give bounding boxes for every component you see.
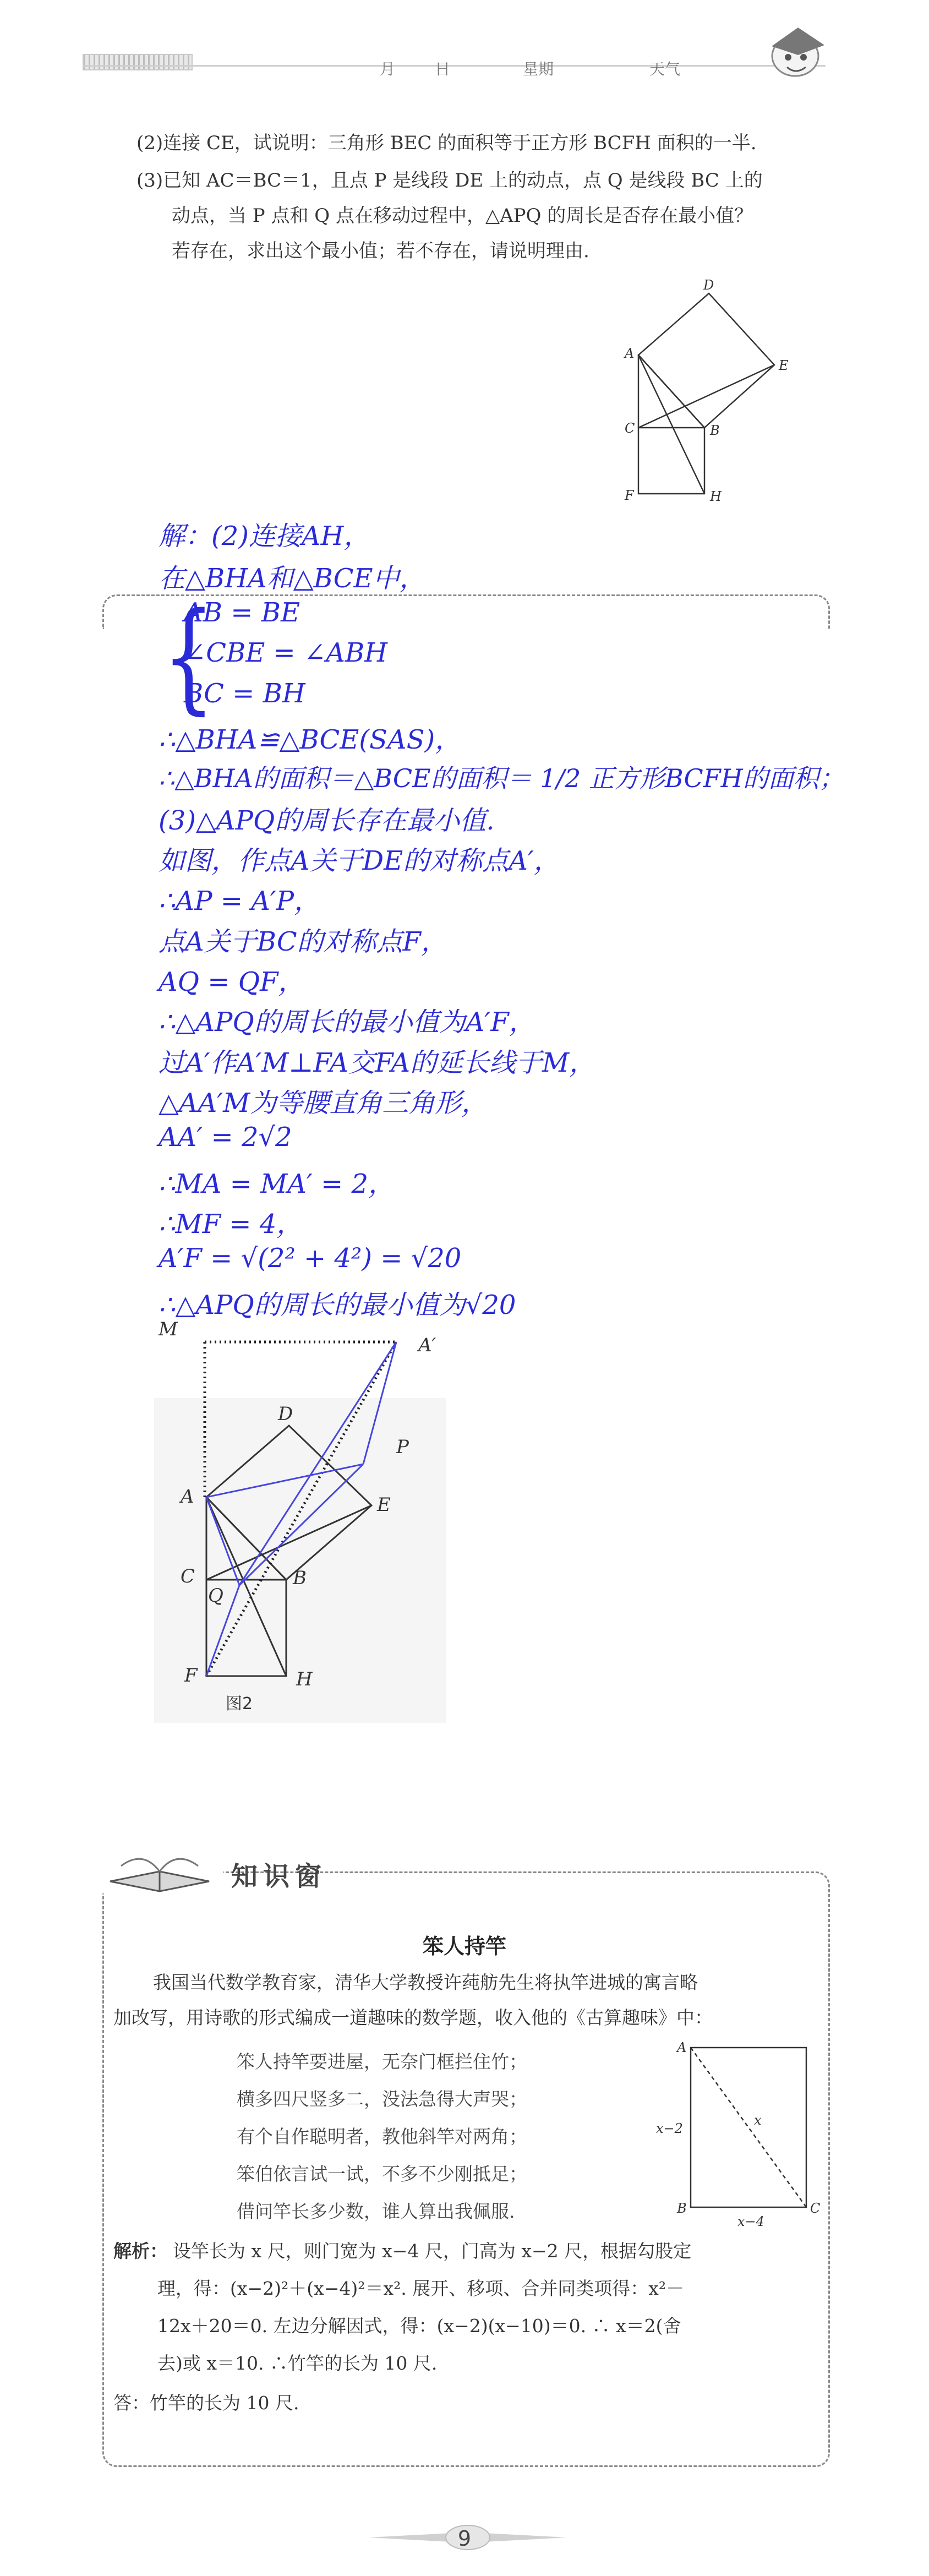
solution-line: 如图，作点A关于DE的对称点A′， (159, 845, 560, 876)
door-label-height: x−2 (656, 2121, 683, 2136)
solution-line: ∴MF = 4， (159, 1209, 303, 1240)
door-label-B: B (677, 2201, 687, 2216)
fig2-label-E: E (377, 1494, 391, 1516)
header-weather: 天气 (649, 60, 681, 78)
analysis-line: 去)或 x＝10. ∴竹竿的长为 10 尺. (157, 2353, 438, 2374)
fig-label-H: H (710, 489, 722, 504)
fig-label-E: E (779, 358, 789, 373)
analysis-line: 12x＋20＝0. 左边分解因式，得：(x−2)(x−10)＝0. ∴ x＝2(舍 (157, 2315, 681, 2337)
door-label-C: C (810, 2201, 821, 2216)
door-label-width: x−4 (737, 2214, 764, 2229)
question-part3-line2: 动点，当 P 点和 Q 点在移动过程中，△APQ 的周长是否存在最小值？ (172, 205, 753, 227)
door-label-x: x (754, 2113, 762, 2128)
solution-line: ∴△APQ的周长的最小值为√20 (159, 1290, 516, 1320)
question-figure (605, 275, 804, 517)
poem-line: 笨人持竿要进屋，无奈门框拦住竹； (237, 2051, 527, 2072)
system-brace: { (162, 587, 215, 727)
fig2-label-D: D (278, 1403, 293, 1425)
solution-line: BC = BH (184, 678, 305, 709)
analysis-line: 理，得：(x−2)²＋(x−4)²＝x². 展开、移项、合并同类项得：x²－ (157, 2278, 685, 2299)
fig2-label-F: F (184, 1664, 198, 1687)
knowledge-heading: 笨人持竿 (422, 1934, 506, 1958)
figure-2-caption: 图2 (226, 1694, 253, 1713)
question-part2: (2)连接 CE，试说明：三角形 BEC 的面积等于正方形 BCFH 面积的一半. (136, 132, 757, 154)
fig2-label-H: H (296, 1668, 313, 1690)
question-part3-line3: 若存在，求出这个最小值；若不存在，请说明理由. (172, 240, 589, 262)
solution-line: AQ = QF， (159, 967, 305, 997)
solution-line: 解：(2)连接AH， (159, 521, 370, 552)
fig2-label-C: C (181, 1565, 195, 1587)
poem-line: 笨伯依言试一试，不多不少刚抵足； (237, 2163, 527, 2185)
analysis-line: 设竿长为 x 尺，则门宽为 x−4 尺，门高为 x−2 尺，根据勾股定 (173, 2240, 692, 2262)
fig2-label-Q: Q (208, 1585, 223, 1607)
answer-line: 答：竹竿的长为 10 尺. (113, 2392, 299, 2414)
fig-label-B: B (710, 423, 720, 438)
solution-line: 在△BHA和△BCE中， (159, 563, 426, 594)
header-month: 月 (380, 60, 396, 78)
poem-line: 借问竿长多少数，谁人算出我佩服. (237, 2201, 515, 2222)
fig2-label-P: P (396, 1436, 409, 1458)
poem-line: 有个自作聪明者，教他斜竿对两角； (237, 2126, 527, 2147)
header-ruler-decoration (83, 54, 193, 70)
solution-line: ∴MA = MA′ = 2， (159, 1169, 395, 1199)
knowledge-section-title: 知识窗 (231, 1861, 327, 1892)
fig-label-C: C (625, 421, 635, 436)
poem-line: 横多四尺竖多二，没法急得大声哭； (237, 2088, 527, 2110)
door-label-A: A (677, 2040, 687, 2055)
solution-line: (3)△APQ的周长存在最小值. (159, 805, 495, 836)
fig2-label-A: A (181, 1486, 194, 1508)
solution-line: ∴△BHA≌△BCE(SAS)， (159, 724, 462, 755)
mascot-icon (759, 22, 837, 83)
fig2-label-A-prime: A′ (418, 1334, 436, 1356)
solution-line: A′F = √(2² + 4²) = √20 (159, 1243, 462, 1274)
fig-label-D: D (703, 277, 714, 293)
fig-label-A: A (625, 346, 635, 361)
book-icon (99, 1838, 231, 1899)
solution-line: ∴AP = A′P， (159, 886, 321, 916)
solution-line: ∴△BHA的面积＝△BCE的面积＝ 1/2 正方形BCFH的面积； (159, 763, 844, 793)
solution-line: AA′ = 2√2 (159, 1122, 292, 1153)
solution-line: 过A′作A′M⊥FA交FA的延长线于M， (159, 1047, 596, 1078)
question-part3-line1: (3)已知 AC＝BC＝1，且点 P 是线段 DE 上的动点，点 Q 是线段 BC 上的 (136, 170, 763, 192)
knowledge-intro-line2: 加改写，用诗歌的形式编成一道趣味的数学题，收入他的《古算趣味》中： (113, 2007, 713, 2028)
fig-label-F: F (625, 488, 634, 503)
figure-2 (154, 1321, 462, 1728)
door-diagram (649, 2031, 826, 2235)
header-week: 星期 (523, 60, 554, 78)
solution-line: △AA′M为等腰直角三角形， (159, 1088, 488, 1118)
fig2-label-M: M (159, 1321, 178, 1340)
fig2-label-B: B (293, 1567, 307, 1589)
header-day: 日 (435, 60, 451, 78)
header-divider (83, 65, 826, 67)
solution-line: AB = BE (184, 597, 300, 628)
page-number: 9 (457, 2526, 472, 2551)
solution-line: ∴△APQ的周长的最小值为A′F， (159, 1007, 535, 1038)
knowledge-intro-line1: 我国当代数学教育家，清华大学教授许莼舫先生将执竿进城的寓言略 (153, 1972, 698, 1993)
analysis-label: 解析： (113, 2240, 168, 2262)
solution-line: ∠CBE = ∠ABH (184, 637, 388, 668)
solution-line: 点A关于BC的对称点F， (159, 926, 447, 957)
